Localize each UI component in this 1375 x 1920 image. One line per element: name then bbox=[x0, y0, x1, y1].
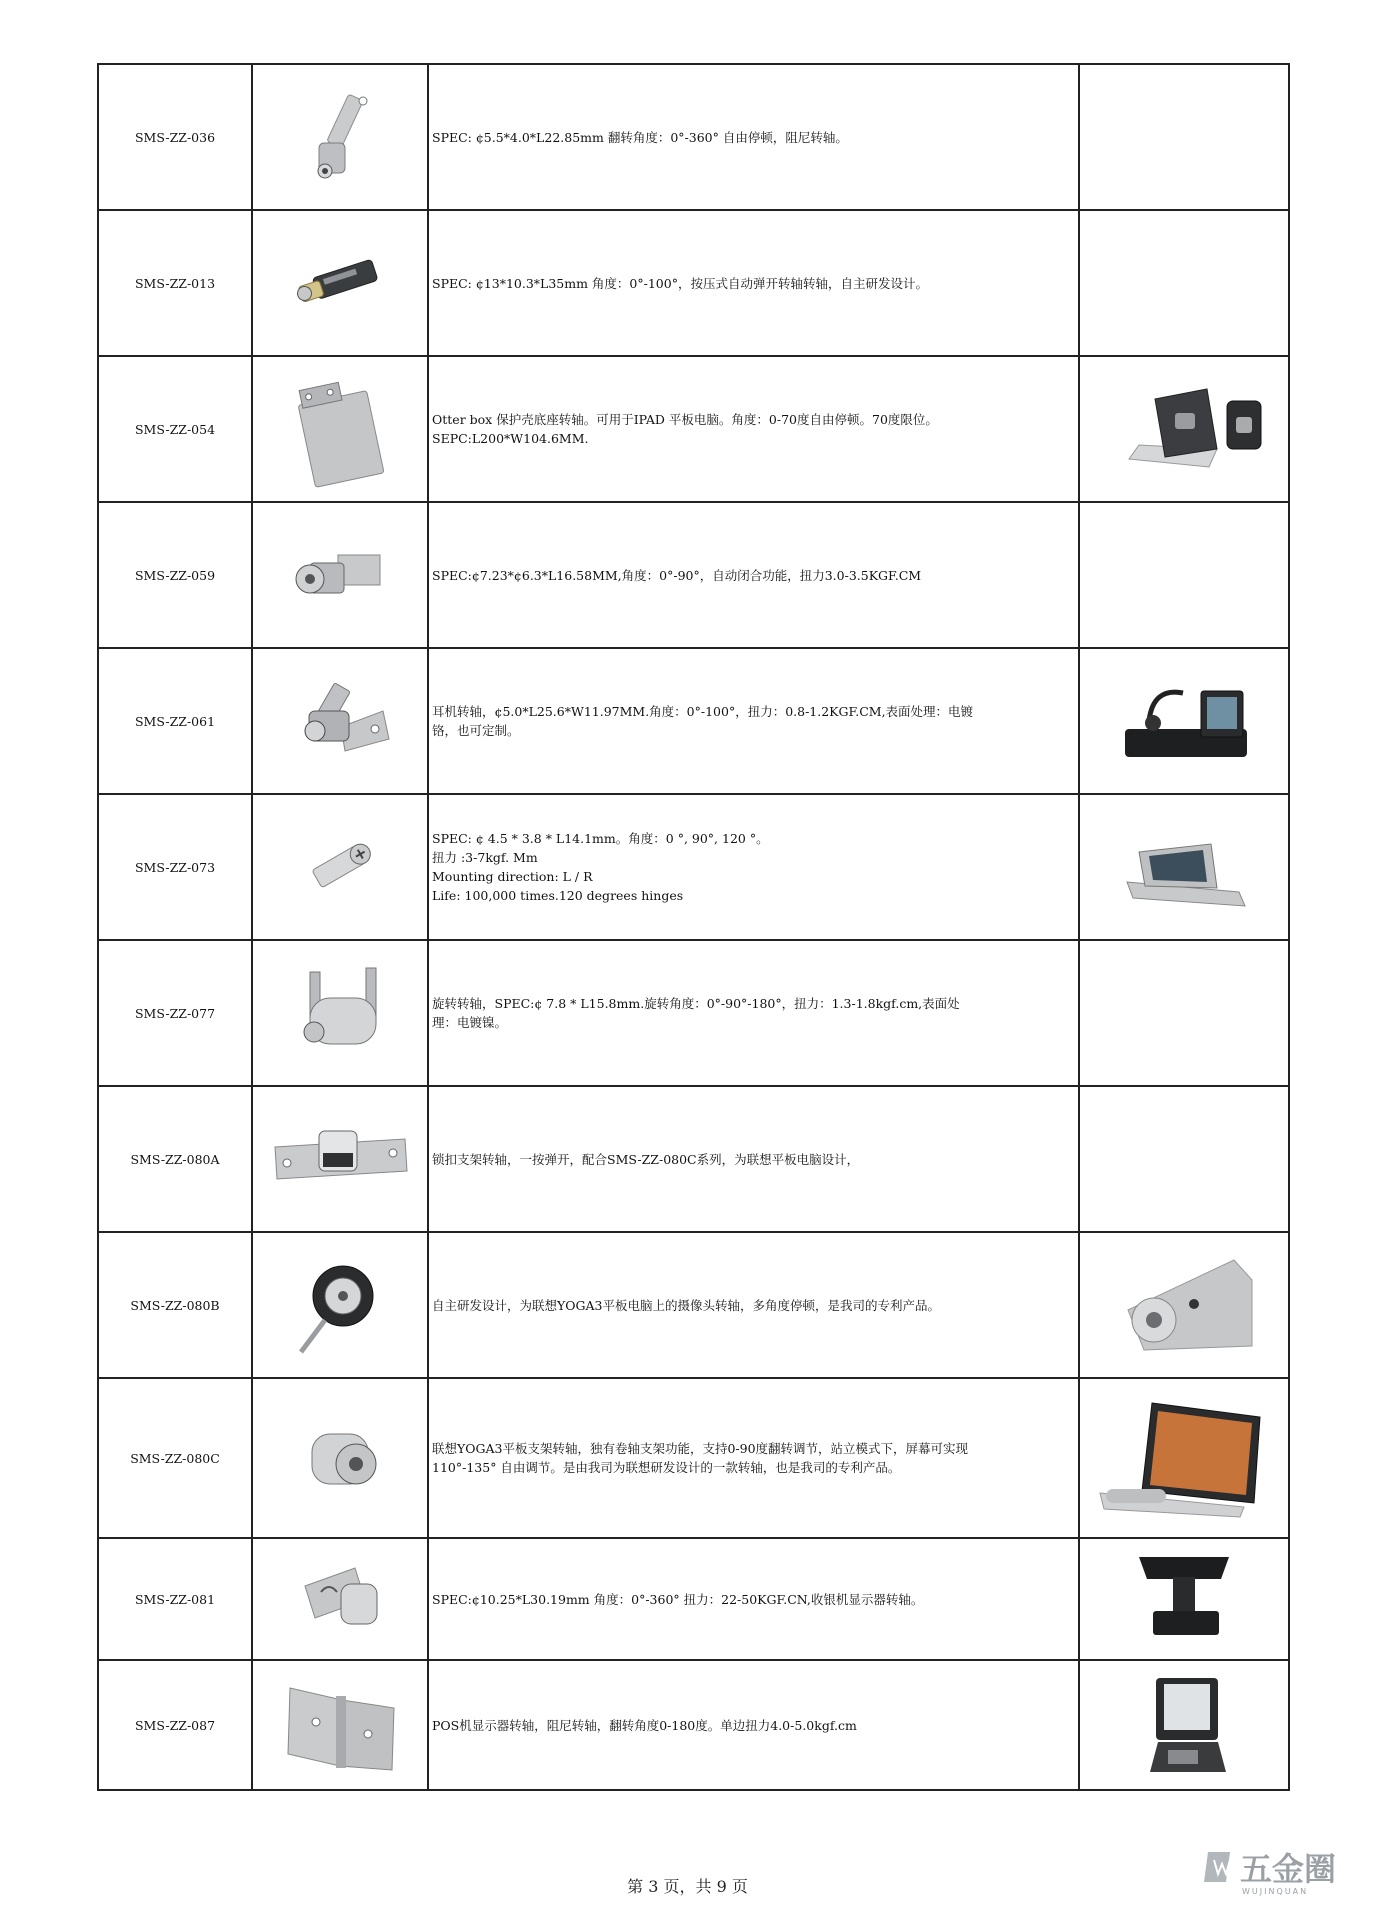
application-photo-cell bbox=[1079, 648, 1289, 794]
product-description bbox=[428, 64, 1079, 210]
desc-line: SPEC:¢7.23*¢6.3*L16.58MM,角度：0°-90°，自动闭合功能，扭力3.0-3.5KGF.CM bbox=[432, 567, 922, 583]
part-photo-cell bbox=[252, 1538, 428, 1660]
part-photo-cell bbox=[252, 210, 428, 356]
hinge-part-image bbox=[290, 1408, 390, 1508]
desc-line: SPEC:¢10.25*L30.19mm 角度：0°-360° 扭力：22-50KGF.CN,收银机显示器转轴。 bbox=[432, 1591, 924, 1607]
part-photo-cell bbox=[252, 502, 428, 648]
application-photo-cell bbox=[1079, 1086, 1289, 1232]
desc-line: SPEC: ¢5.5*4.0*L22.85mm 翻转角度：0°-360° 自由停顿，阻尼转轴。 bbox=[432, 129, 848, 145]
application-photo-cell bbox=[1079, 1378, 1289, 1538]
product-code: SMS-ZZ-054 bbox=[98, 356, 252, 502]
product-code: SMS-ZZ-013 bbox=[98, 210, 252, 356]
product-description bbox=[428, 210, 1079, 356]
product-description bbox=[428, 1378, 1079, 1538]
table-row bbox=[98, 1660, 1289, 1790]
product-code: SMS-ZZ-061 bbox=[98, 648, 252, 794]
logo-subtext: WUJINQUAN bbox=[1242, 1887, 1309, 1896]
part-photo-cell bbox=[252, 1378, 428, 1538]
product-code: SMS-ZZ-087 bbox=[98, 1660, 252, 1790]
hinge-part-image bbox=[270, 1670, 410, 1780]
part-photo-cell bbox=[252, 648, 428, 794]
application-photo-cell bbox=[1079, 1232, 1289, 1378]
table-row bbox=[98, 794, 1289, 940]
hinge-part-image bbox=[280, 535, 400, 615]
hinge-part-image bbox=[285, 1250, 395, 1360]
product-code: SMS-ZZ-081 bbox=[98, 1538, 252, 1660]
table-row bbox=[98, 356, 1289, 502]
table-row bbox=[98, 648, 1289, 794]
desc-line: SPEC: ¢ 4.5 * 3.8 * L14.1mm。角度：0 °, 90°, 120 °。 bbox=[432, 831, 769, 846]
wujinquan-logo bbox=[1200, 1842, 1360, 1900]
tablet-camera-image bbox=[1114, 1250, 1254, 1360]
product-code: SMS-ZZ-036 bbox=[98, 64, 252, 210]
application-photo-cell bbox=[1079, 502, 1289, 648]
hinge-part-image bbox=[280, 958, 400, 1068]
product-code: SMS-ZZ-080B bbox=[98, 1232, 252, 1378]
part-photo-cell bbox=[252, 794, 428, 940]
table-row bbox=[98, 502, 1289, 648]
product-table bbox=[97, 63, 1290, 1791]
product-description bbox=[428, 356, 1079, 502]
application-photo-cell bbox=[1079, 1660, 1289, 1790]
headset-dock-image bbox=[1109, 671, 1259, 771]
hinge-part-image bbox=[285, 671, 395, 771]
product-description bbox=[428, 648, 1079, 794]
desc-line: 自主研发设计，为联想YOGA3平板电脑上的摄像头转轴，多角度停顿，是我司的专利产品。 bbox=[432, 1297, 940, 1313]
desc-line: SPEC: ¢13*10.3*L35mm 角度：0°-100°，按压式自动弹开转轴转轴，自主研发设计。 bbox=[432, 275, 928, 291]
table-row bbox=[98, 1538, 1289, 1660]
desc-line: 铬，也可定制。 bbox=[432, 723, 520, 738]
product-code: SMS-ZZ-059 bbox=[98, 502, 252, 648]
product-description bbox=[428, 794, 1079, 940]
logo-text: 五金圈 bbox=[1240, 1850, 1337, 1888]
application-photo-cell bbox=[1079, 794, 1289, 940]
part-photo-cell bbox=[252, 64, 428, 210]
pos-terminal-image bbox=[1134, 1670, 1234, 1780]
hinge-part-image bbox=[295, 87, 385, 187]
product-description bbox=[428, 1660, 1079, 1790]
desc-line: SEPC:L200*W104.6MM. bbox=[432, 431, 589, 446]
product-description bbox=[428, 1086, 1079, 1232]
application-photo-cell bbox=[1079, 356, 1289, 502]
part-photo-cell bbox=[252, 356, 428, 502]
product-description bbox=[428, 940, 1079, 1086]
page-number: 第 3 页，共 9 页 bbox=[627, 1877, 748, 1896]
product-code: SMS-ZZ-080C bbox=[98, 1378, 252, 1538]
application-photo-cell bbox=[1079, 940, 1289, 1086]
table-row bbox=[98, 64, 1289, 210]
application-photo-cell bbox=[1079, 64, 1289, 210]
hinge-part-image bbox=[285, 1554, 395, 1644]
desc-line: 扭力 :3-7kgf. Mm bbox=[432, 850, 538, 865]
application-photo-cell bbox=[1079, 1538, 1289, 1660]
hinge-part-image bbox=[265, 1109, 415, 1209]
desc-line: 110°-135° 自由调节。是由我司为联想研发设计的一款转轴，也是我司的专利产品。 bbox=[432, 1460, 901, 1475]
desc-line: 耳机转轴，¢5.0*L25.6*W11.97MM.角度：0°-100°，扭力：0.8-1.2KGF.CM,表面处理：电镀 bbox=[432, 704, 974, 719]
hinge-part-image bbox=[285, 248, 395, 318]
product-code: SMS-ZZ-073 bbox=[98, 794, 252, 940]
desc-line: Life: 100,000 times.120 degrees hinges bbox=[432, 888, 684, 903]
product-description bbox=[428, 1232, 1079, 1378]
part-photo-cell bbox=[252, 1660, 428, 1790]
part-photo-cell bbox=[252, 1232, 428, 1378]
table-row bbox=[98, 1378, 1289, 1538]
desc-line: 旋转转轴，SPEC:¢ 7.8 * L15.8mm.旋转角度：0°-90°-180°，扭力：1.3-1.8kgf.cm,表面处 bbox=[432, 996, 960, 1011]
car-monitor-image bbox=[1119, 822, 1249, 912]
product-description bbox=[428, 1538, 1079, 1660]
table-row bbox=[98, 1232, 1289, 1378]
desc-line: Otter box 保护壳底座转轴。可用于IPAD 平板电脑。角度：0-70度自由停顿。70度限位。 bbox=[432, 412, 938, 427]
product-code: SMS-ZZ-080A bbox=[98, 1086, 252, 1232]
table-row bbox=[98, 210, 1289, 356]
desc-line: POS机显示器转轴，阻尼转轴，翻转角度0-180度。单边扭力4.0-5.0kgf.cm bbox=[432, 1717, 857, 1733]
desc-line: 联想YOGA3平板支架转轴，独有卷轴支架功能，支持0-90度翻转调节，站立模式下，屏幕可实现 bbox=[432, 1441, 969, 1456]
table-row bbox=[98, 1086, 1289, 1232]
yoga-tablet-image bbox=[1094, 1393, 1274, 1523]
table-row bbox=[98, 940, 1289, 1086]
desc-line: 锁扣支架转轴，一按弹开，配合SMS-ZZ-080C系列，为联想平板电脑设计， bbox=[432, 1151, 860, 1167]
product-description bbox=[428, 502, 1079, 648]
hinge-part-image bbox=[290, 832, 390, 902]
desc-line: 理：电镀镍。 bbox=[432, 1015, 508, 1030]
product-code: SMS-ZZ-077 bbox=[98, 940, 252, 1086]
application-photo-cell bbox=[1079, 210, 1289, 356]
tablet-stand-image bbox=[1099, 379, 1269, 479]
desc-line: Mounting direction: L / R bbox=[432, 869, 593, 884]
hinge-part-image bbox=[280, 369, 400, 489]
part-photo-cell bbox=[252, 1086, 428, 1232]
pos-monitor-stand-image bbox=[1129, 1549, 1239, 1649]
part-photo-cell bbox=[252, 940, 428, 1086]
